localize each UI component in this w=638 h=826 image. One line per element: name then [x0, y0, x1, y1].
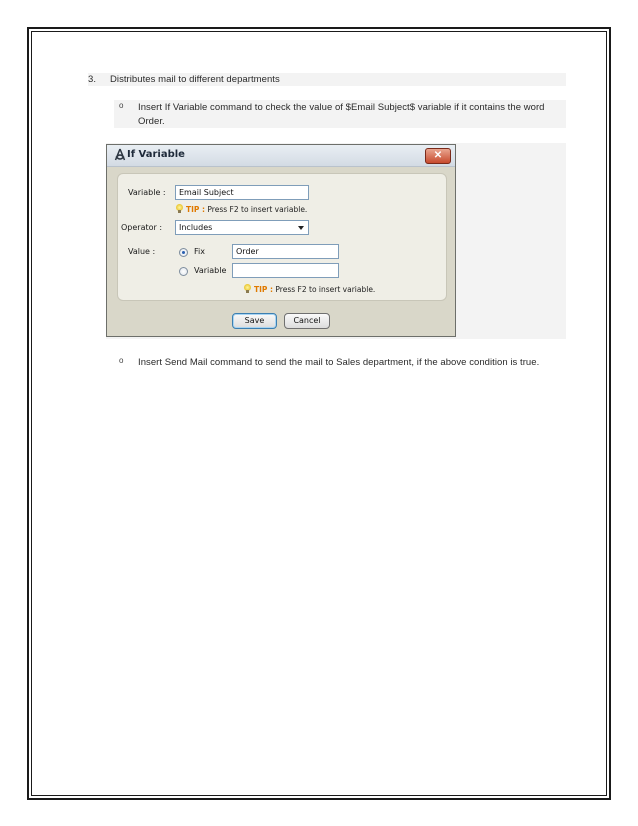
- bullet-item-if-variable: [114, 100, 566, 128]
- step-3: [88, 73, 566, 86]
- radio-fix[interactable]: [179, 248, 188, 257]
- radio-fix-label[interactable]: Fix: [194, 247, 205, 256]
- close-button[interactable]: [425, 148, 451, 164]
- bullet-item-send-mail: [114, 355, 594, 369]
- tip-label: TIP :: [254, 285, 274, 294]
- close-icon: ✕: [433, 150, 443, 161]
- operator-selected-value: Includes: [179, 223, 213, 232]
- fix-value-input[interactable]: Order: [232, 244, 339, 259]
- chevron-down-icon: [298, 226, 304, 230]
- operator-select[interactable]: [175, 220, 309, 235]
- value-label: Value :: [128, 247, 156, 256]
- variable-tip: [176, 204, 307, 214]
- tip-text: Press F2 to insert variable.: [275, 285, 376, 294]
- bullet-mark: o: [119, 356, 124, 365]
- operator-label: Operator :: [121, 223, 163, 232]
- dialog-title: If Variable: [127, 149, 185, 160]
- dialog-titlebar[interactable]: [107, 145, 455, 167]
- cancel-button[interactable]: Cancel: [284, 313, 330, 329]
- step-text: Distributes mail to different departments: [110, 74, 280, 85]
- variable-input[interactable]: Email Subject: [175, 185, 309, 200]
- bullet-text: Insert Send Mail command to send the mail to Sales department, if the above condition is true.: [138, 357, 540, 368]
- bullet-text: Insert If Variable command to check the value of $Email Subject$ variable if it contains the word Order.: [138, 102, 545, 127]
- lightbulb-icon: [176, 204, 183, 213]
- ampersand-app-icon: [113, 148, 127, 162]
- tip-label: TIP :: [186, 205, 206, 214]
- lightbulb-icon: [244, 284, 251, 293]
- form-panel: [117, 173, 447, 301]
- value-tip: [244, 284, 375, 294]
- radio-variable-label[interactable]: Variable: [194, 266, 227, 275]
- if-variable-dialog: [106, 144, 456, 337]
- save-button[interactable]: Save: [232, 313, 277, 329]
- radio-variable[interactable]: [179, 267, 188, 276]
- bullet-mark: o: [119, 101, 124, 110]
- variable-label: Variable :: [128, 188, 166, 197]
- step-number: 3.: [88, 74, 97, 85]
- tip-text: Press F2 to insert variable.: [207, 205, 308, 214]
- variable-value-input[interactable]: [232, 263, 339, 278]
